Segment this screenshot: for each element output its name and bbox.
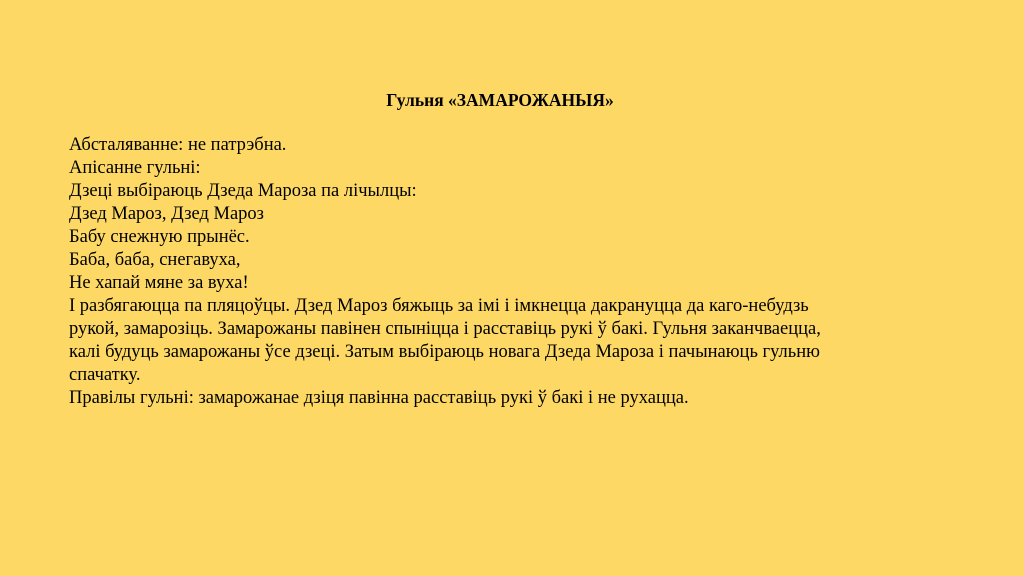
text-line: рукой, замарозіць. Замарожаны павінен спыніцца і расставіць рукі ў бакі. Гульня заканчваецца,: [69, 319, 821, 339]
text-line: калі будуць замарожаны ўсе дзеці. Затым выбіраюць новага Дзеда Мароза і пачынаюць гульню: [69, 342, 820, 362]
text-line: Дзеці выбіраюць Дзеда Мароза па лічылцы:: [69, 181, 417, 201]
text-line: Не хапай мяне за вуха!: [69, 273, 249, 293]
text-line: І разбягаюцца па пляцоўцы. Дзед Мароз бяжыць за імі і імкнецца дакрануцца да каго-небудзь: [69, 296, 809, 316]
text-line: Баба, баба, снегавуха,: [69, 250, 241, 270]
text-line: Дзед Мароз, Дзед Мароз: [69, 204, 264, 224]
slide-body: [69, 134, 959, 410]
text-line: спачатку.: [69, 365, 141, 385]
text-line: Апісанне гульні:: [69, 158, 201, 178]
text-line: Правілы гульні: замарожанае дзіця павінна расставіць рукі ў бакі і не рухацца.: [69, 388, 689, 408]
text-line: Бабу снежную прынёс.: [69, 227, 250, 247]
slide-title: Гульня «ЗАМАРОЖАНЫЯ»: [386, 90, 614, 110]
text-line: Абсталяванне: не патрэбна.: [69, 135, 287, 155]
